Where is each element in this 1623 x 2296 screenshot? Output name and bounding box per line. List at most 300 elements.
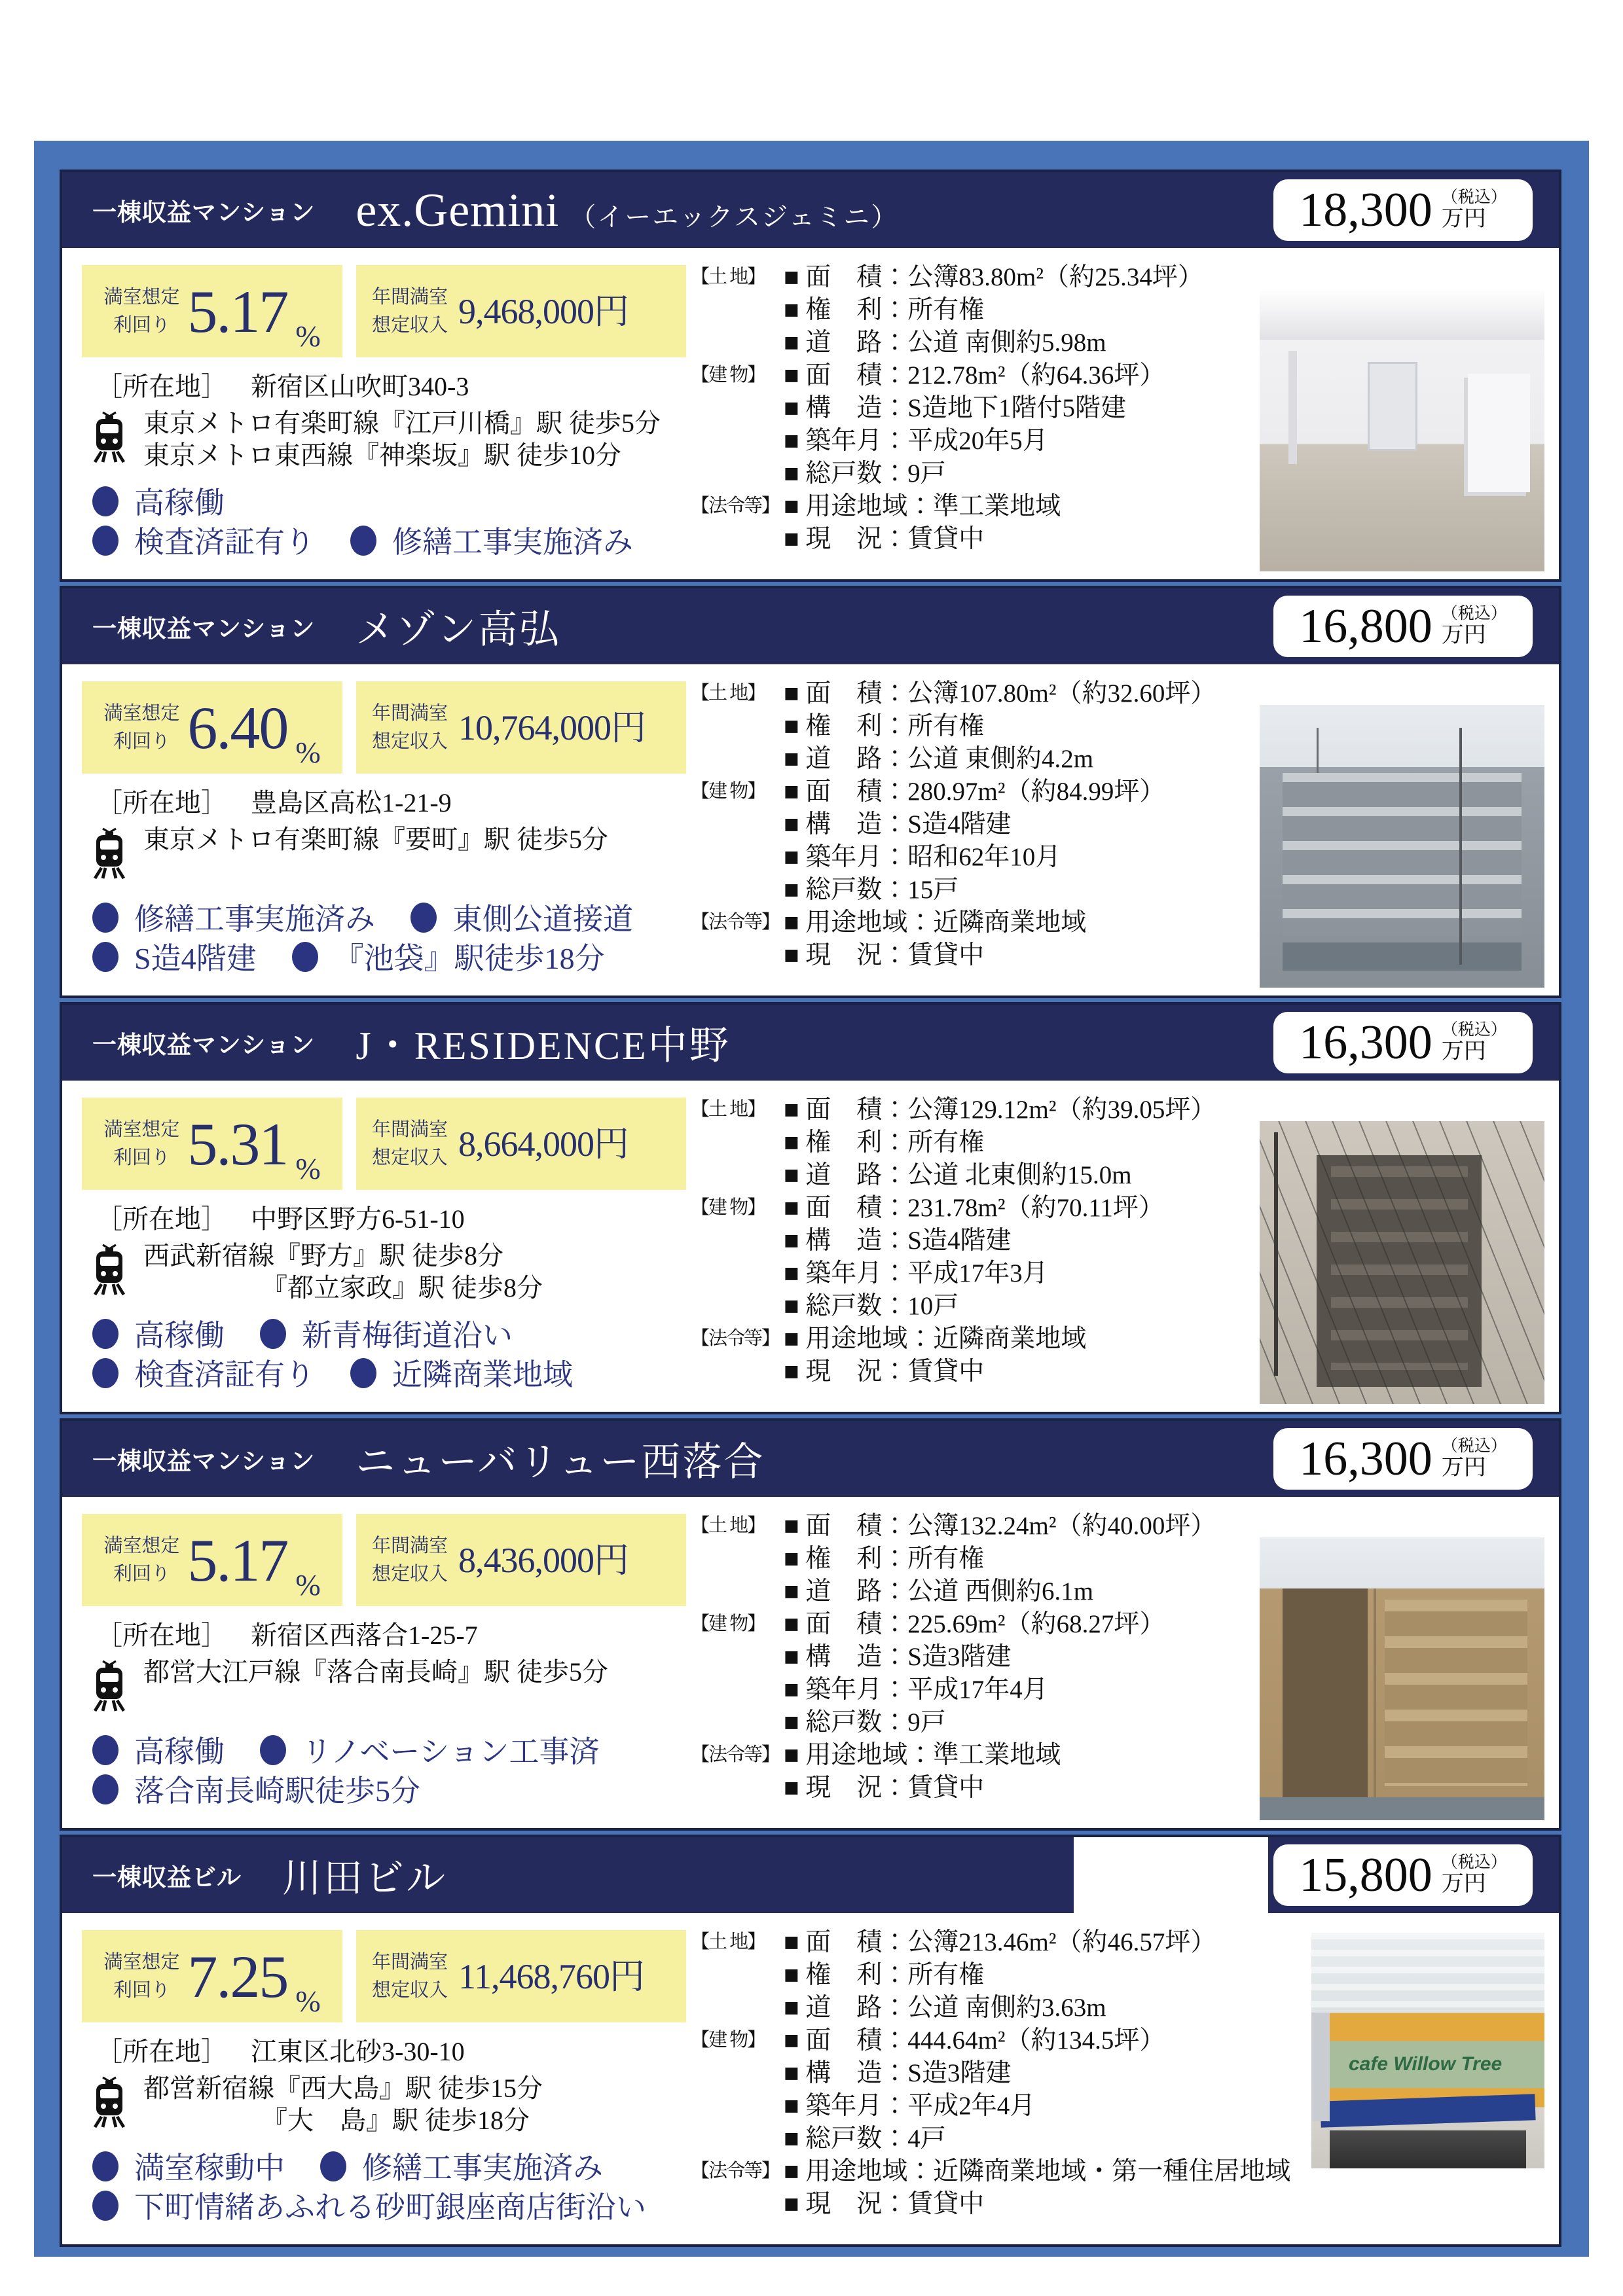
yield-label-line1: 満室想定	[103, 1535, 180, 1557]
train-icon	[91, 409, 128, 465]
yield-value: 5.31	[187, 1110, 288, 1177]
photo-signboard-text: cafe Willow Tree	[1348, 2053, 1503, 2075]
address-value: 新宿区山吹町340-3	[251, 372, 469, 401]
access-lines	[143, 408, 661, 472]
address-line	[96, 1198, 465, 1236]
feature-text: 東側公道接道	[452, 903, 633, 936]
bullet-icon	[320, 2151, 346, 2181]
income-box	[356, 1514, 686, 1606]
train-icon	[91, 825, 128, 882]
detail-row	[691, 2185, 1571, 2218]
price-unit-block	[1442, 1854, 1507, 1897]
listing-header	[62, 1837, 1559, 1913]
detail-rows	[691, 1924, 1571, 2218]
bullet-icon	[92, 1319, 119, 1349]
bullet-icon	[92, 903, 119, 933]
feature-text: 修繕工事実施済み	[392, 525, 633, 559]
yield-unit: %	[295, 319, 321, 353]
detail-section-label: 【建 物】	[691, 780, 765, 802]
address-line	[96, 782, 452, 819]
detail-row	[691, 675, 1571, 708]
feature-item	[92, 526, 315, 559]
detail-text: ■ 面 積：公簿129.12m²（約39.05坪）	[784, 1096, 1216, 1124]
access-lines	[143, 1657, 608, 1689]
price-badge	[1273, 179, 1533, 241]
income-box	[356, 265, 686, 357]
detail-text: ■ 築年月：昭和62年10月	[784, 843, 1061, 871]
feature-item	[350, 1358, 573, 1391]
bullet-icon	[260, 1735, 286, 1765]
detail-row	[691, 357, 1571, 389]
address-label: ［所在地］	[96, 788, 227, 817]
listing-body	[62, 664, 1559, 996]
detail-row	[691, 937, 1571, 969]
detail-section-label: 【法令等】	[691, 495, 780, 516]
detail-text: ■ 総戸数：9戸	[784, 1708, 946, 1736]
income-value: 10,764,000円	[458, 708, 646, 747]
price-tax-note: （税込）	[1441, 1020, 1507, 1039]
access-lines	[143, 824, 608, 856]
feature-line	[92, 939, 668, 978]
property-name	[356, 1431, 775, 1487]
listing-header	[62, 1005, 1559, 1081]
category-label: 一棟収益マンション	[92, 199, 316, 226]
income-label-line1: 年間満室	[372, 287, 448, 308]
yield-unit: %	[295, 1984, 321, 2018]
feature-text: 下町情緒あふれる砂町銀座商店街沿い	[134, 2190, 646, 2224]
property-name	[356, 598, 571, 655]
detail-text: ■ 築年月：平成17年3月	[784, 1259, 1048, 1287]
detail-row	[691, 1157, 1571, 1189]
feature-line	[92, 2149, 682, 2188]
bullet-icon	[350, 1358, 376, 1388]
yield-label-line2: 利回り	[113, 314, 170, 336]
feature-text: S造4階建	[134, 941, 257, 975]
feature-line	[92, 1772, 634, 1811]
detail-text: ■ 道 路：公道 東側約4.2m	[784, 745, 1094, 773]
listing-card	[60, 1002, 1561, 1414]
category-label: 一棟収益マンション	[92, 1031, 316, 1058]
yield-unit: %	[295, 736, 321, 769]
detail-text: ■ 権 利：所有権	[784, 296, 985, 324]
detail-text: ■ 面 積：225.69m²（約68.27坪）	[784, 1610, 1165, 1638]
detail-row	[691, 871, 1571, 904]
feature-item	[92, 486, 225, 520]
income-label-line2: 想定収入	[372, 1147, 448, 1168]
bullet-icon	[92, 486, 119, 516]
yield-label	[103, 700, 179, 755]
listing-header	[62, 1421, 1559, 1497]
feature-item	[350, 526, 633, 559]
price-tax-note: （税込）	[1441, 188, 1507, 206]
listing-header	[62, 588, 1559, 664]
feature-line	[92, 2188, 682, 2227]
detail-section-label: 【法令等】	[691, 1327, 780, 1349]
detail-row	[691, 1189, 1571, 1222]
address-label: ［所在地］	[96, 372, 227, 401]
detail-text: ■ 現 況：賃貸中	[784, 941, 985, 969]
income-label-line1: 年間満室	[372, 703, 448, 725]
address-line	[96, 1615, 478, 1652]
price-unit-block	[1442, 605, 1507, 648]
detail-row	[691, 806, 1571, 838]
detail-row	[691, 838, 1571, 871]
yield-value: 6.40	[187, 694, 288, 761]
detail-section-label: 【土 地】	[691, 1098, 765, 1120]
access-lines	[143, 1240, 543, 1304]
detail-row	[691, 1222, 1571, 1255]
address-value: 江東区北砂3-30-10	[251, 2037, 465, 2066]
detail-row	[691, 2087, 1571, 2120]
feature-text: 高稼働	[134, 1319, 225, 1352]
detail-row	[691, 1638, 1571, 1671]
address-line	[96, 2031, 465, 2068]
property-name	[282, 1847, 458, 1903]
bullet-icon	[92, 1774, 119, 1804]
detail-text: ■ 面 積：280.97m²（約84.99坪）	[784, 778, 1165, 806]
access-block	[91, 1657, 608, 1714]
access-block	[91, 2073, 543, 2137]
income-label-line1: 年間満室	[372, 1952, 448, 1973]
detail-text: ■ 面 積：公簿83.80m²（約25.34坪）	[784, 263, 1203, 291]
detail-row	[691, 389, 1571, 422]
detail-text: ■ 現 況：賃貸中	[784, 525, 985, 553]
feature-text: 検査済証有り	[134, 1357, 315, 1391]
income-value: 9,468,000円	[458, 291, 629, 331]
price-badge	[1273, 1428, 1533, 1490]
bullet-icon	[92, 1735, 119, 1765]
detail-row	[691, 455, 1571, 488]
bullet-icon	[260, 1319, 286, 1349]
income-box	[356, 1930, 686, 2022]
access-block	[91, 408, 661, 472]
detail-row	[691, 422, 1571, 455]
feature-text: 修繕工事実施済み	[362, 2151, 603, 2185]
detail-row	[691, 2120, 1571, 2153]
access-line: 東京メトロ有楽町線『江戸川橋』駅 徒歩5分	[143, 408, 661, 438]
bullet-icon	[92, 2151, 119, 2181]
listing-body	[62, 1913, 1559, 2244]
detail-row	[691, 1507, 1571, 1540]
property-name-text: メゾン高弘	[356, 608, 561, 651]
detail-text: ■ 築年月：平成2年4月	[784, 2092, 1036, 2120]
feature-text: 高稼働	[134, 486, 225, 520]
price-tax-note: （税込）	[1441, 604, 1507, 622]
detail-text: ■ 築年月：平成20年5月	[784, 427, 1048, 455]
access-line: 西武新宿線『野方』駅 徒歩8分	[143, 1241, 503, 1270]
detail-row	[691, 773, 1571, 806]
train-icon	[91, 1658, 128, 1714]
yield-value: 5.17	[187, 1526, 288, 1594]
access-line: 都営新宿線『西大島』駅 徒歩15分	[143, 2073, 543, 2103]
access-block	[91, 1240, 543, 1304]
access-line: 『都立家政』駅 徒歩8分	[143, 1272, 543, 1302]
detail-rows	[691, 1091, 1571, 1386]
detail-text: ■ 総戸数：15戸	[784, 876, 959, 904]
bullet-icon	[292, 942, 318, 972]
feature-item	[92, 2151, 285, 2185]
category-label: 一棟収益マンション	[92, 1448, 316, 1475]
feature-item	[92, 2191, 646, 2224]
price-unit-label: 万円	[1441, 206, 1486, 231]
yield-label	[103, 1948, 179, 2003]
listing-card	[60, 586, 1561, 998]
feature-lines	[92, 1316, 608, 1395]
listing-body	[62, 248, 1559, 579]
address-label: ［所在地］	[96, 1621, 227, 1650]
access-line: 東京メトロ東西線『神楽坂』駅 徒歩10分	[143, 440, 621, 470]
property-name-text: ex.Gemini	[356, 183, 560, 236]
feature-text: 検査済証有り	[134, 525, 315, 559]
bullet-icon	[350, 526, 376, 556]
detail-text: ■ 築年月：平成17年4月	[784, 1676, 1048, 1704]
feature-text: 高稼働	[134, 1735, 225, 1768]
detail-row	[691, 708, 1571, 740]
property-name-reading: （イーエックスジェミニ）	[570, 202, 899, 232]
detail-text: ■ 面 積：444.64m²（約134.5坪）	[784, 2026, 1165, 2054]
detail-text: ■ 構 造：S造4階建	[784, 1227, 1012, 1255]
detail-text: ■ 面 積：公簿132.24m²（約40.00坪）	[784, 1512, 1216, 1540]
income-label-line1: 年間満室	[372, 1535, 448, 1557]
listing-header	[62, 172, 1559, 248]
detail-text: ■ 面 積：231.78m²（約70.11坪）	[784, 1194, 1164, 1222]
detail-row	[691, 1605, 1571, 1638]
yield-label-line1: 満室想定	[103, 1119, 180, 1141]
listing-body	[62, 1081, 1559, 1412]
detail-row	[691, 1989, 1571, 2022]
yield-value: 7.25	[187, 1943, 288, 2010]
detail-section-label: 【土 地】	[691, 1931, 765, 1952]
price-value: 18,300	[1299, 183, 1432, 237]
bullet-icon	[92, 2191, 119, 2221]
address-line	[96, 366, 469, 403]
price-unit-label: 万円	[1441, 1039, 1486, 1064]
income-label	[372, 1116, 448, 1171]
feature-lines	[92, 2149, 682, 2227]
page-frame	[34, 141, 1589, 2257]
detail-text: ■ 道 路：公道 西側約6.1m	[784, 1577, 1094, 1605]
detail-row	[691, 1704, 1571, 1736]
detail-row	[691, 740, 1571, 773]
detail-row	[691, 1091, 1571, 1124]
feature-item	[292, 942, 605, 975]
bullet-icon	[92, 526, 119, 556]
detail-text: ■ 構 造：S造地下1階付5階建	[784, 394, 1126, 422]
property-name	[356, 1014, 740, 1071]
detail-row	[691, 324, 1571, 357]
detail-row	[691, 1124, 1571, 1157]
detail-section-label: 【土 地】	[691, 266, 765, 287]
detail-text: ■ 権 利：所有権	[784, 712, 985, 740]
feature-text: 近隣商業地域	[392, 1357, 573, 1391]
detail-row	[691, 488, 1571, 520]
detail-row	[691, 904, 1571, 937]
yield-box	[82, 265, 342, 357]
detail-section-label: 【建 物】	[691, 1196, 765, 1218]
feature-text: 修繕工事実施済み	[134, 903, 375, 936]
train-icon	[91, 1242, 128, 1298]
income-value: 8,436,000円	[458, 1540, 629, 1580]
address-value: 豊島区高松1-21-9	[251, 788, 452, 817]
income-label-line2: 想定収入	[372, 314, 448, 336]
address-value: 新宿区西落合1-25-7	[251, 1621, 478, 1650]
detail-text: ■ 総戸数：4戸	[784, 2125, 946, 2153]
price-value: 16,800	[1299, 600, 1432, 653]
listing-body	[62, 1497, 1559, 1828]
feature-item	[92, 1774, 420, 1808]
yield-label	[103, 283, 179, 338]
income-value: 11,468,760円	[458, 1956, 645, 1996]
feature-text: リノベーション工事済	[302, 1735, 600, 1768]
price-value: 16,300	[1299, 1432, 1432, 1486]
detail-row	[691, 1540, 1571, 1573]
price-value: 16,300	[1299, 1016, 1432, 1069]
feature-lines	[92, 900, 668, 978]
feature-item	[92, 1319, 225, 1352]
access-line: 都営大江戸線『落合南長崎』駅 徒歩5分	[143, 1657, 608, 1687]
access-lines	[143, 2073, 543, 2137]
yield-label	[103, 1116, 179, 1171]
detail-text: ■ 用途地域：準工業地域	[784, 492, 1061, 520]
detail-text: ■ 現 況：賃貸中	[784, 2190, 985, 2218]
price-unit-block	[1442, 1021, 1507, 1064]
income-label-line1: 年間満室	[372, 1119, 448, 1141]
yield-box	[82, 1098, 342, 1190]
feature-text: 満室稼動中	[134, 2151, 285, 2185]
price-unit-label: 万円	[1441, 1871, 1486, 1896]
detail-rows	[691, 675, 1571, 969]
income-label-line2: 想定収入	[372, 730, 448, 752]
detail-section-label: 【建 物】	[691, 364, 765, 386]
detail-text: ■ 現 況：賃貸中	[784, 1357, 985, 1386]
yield-value: 5.17	[187, 278, 288, 345]
property-name-text: ニューバリュー西落合	[356, 1441, 765, 1484]
price-unit-block	[1442, 188, 1507, 232]
access-line: 東京メトロ有楽町線『要町』駅 徒歩5分	[143, 825, 608, 854]
feature-line	[92, 1732, 634, 1772]
detail-section-label: 【建 物】	[691, 2029, 765, 2051]
income-label	[372, 283, 448, 338]
yield-label-line2: 利回り	[113, 730, 170, 752]
detail-text: ■ 権 利：所有権	[784, 1961, 985, 1989]
feature-item	[92, 942, 257, 975]
detail-row	[691, 1769, 1571, 1802]
property-name-text: J・RESIDENCE中野	[356, 1024, 731, 1067]
income-label-line2: 想定収入	[372, 1563, 448, 1585]
income-label	[372, 1948, 448, 2003]
category-label: 一棟収益ビル	[92, 1864, 242, 1891]
detail-text: ■ 面 積：公簿107.80m²（約32.60坪）	[784, 679, 1216, 708]
detail-section-label: 【建 物】	[691, 1613, 765, 1634]
feature-item	[260, 1735, 599, 1768]
detail-text: ■ 現 況：賃貸中	[784, 1774, 985, 1802]
detail-text: ■ 用途地域：近隣商業地域	[784, 908, 1087, 937]
yield-label-line2: 利回り	[113, 1147, 170, 1168]
feature-text: 落合南長崎駅徒歩5分	[134, 1774, 420, 1808]
detail-section-label: 【法令等】	[691, 1744, 780, 1765]
income-value: 8,664,000円	[458, 1124, 629, 1164]
feature-item	[410, 903, 633, 936]
detail-section-label: 【土 地】	[691, 1515, 765, 1536]
feature-line	[92, 1316, 608, 1355]
address-label: ［所在地］	[96, 2037, 227, 2066]
price-unit-label: 万円	[1441, 1455, 1486, 1480]
yield-label	[103, 1532, 179, 1587]
detail-row	[691, 1320, 1571, 1353]
price-tax-note: （税込）	[1441, 1853, 1507, 1871]
detail-text: ■ 総戸数：9戸	[784, 459, 946, 488]
detail-row	[691, 1573, 1571, 1605]
detail-row	[691, 1287, 1571, 1320]
detail-text: ■ 総戸数：10戸	[784, 1292, 959, 1320]
detail-text: ■ 用途地域：近隣商業地域・第一種住居地域	[784, 2157, 1291, 2185]
train-icon	[91, 2074, 128, 2130]
yield-label-line1: 満室想定	[103, 703, 180, 725]
price-tax-note: （税込）	[1441, 1437, 1507, 1455]
detail-row	[691, 1736, 1571, 1769]
yield-unit: %	[295, 1568, 321, 1602]
feature-item	[92, 1358, 315, 1391]
feature-item	[92, 903, 375, 936]
price-unit-label: 万円	[1441, 622, 1486, 647]
yield-box	[82, 1514, 342, 1606]
feature-lines	[92, 484, 668, 562]
property-name-text: 川田ビル	[282, 1857, 447, 1900]
yield-label-line2: 利回り	[113, 1979, 170, 2001]
yield-unit: %	[295, 1152, 321, 1185]
detail-row	[691, 1924, 1571, 1956]
detail-rows	[691, 1507, 1571, 1802]
bullet-icon	[410, 903, 437, 933]
yield-label-line2: 利回り	[113, 1563, 170, 1585]
feature-line	[92, 1355, 608, 1395]
detail-section-label: 【法令等】	[691, 911, 780, 933]
detail-row	[691, 520, 1571, 553]
listing-card	[60, 1835, 1561, 2247]
detail-row	[691, 259, 1571, 291]
income-label	[372, 1532, 448, 1587]
property-name	[356, 183, 898, 238]
detail-text: ■ 構 造：S造3階建	[784, 1643, 1012, 1671]
bullet-icon	[92, 942, 119, 972]
detail-rows	[691, 259, 1571, 553]
listing-card	[60, 1418, 1561, 1831]
yield-box	[82, 1930, 342, 2022]
income-label	[372, 700, 448, 755]
feature-line	[92, 900, 668, 939]
detail-section-label: 【法令等】	[691, 2160, 780, 2181]
category-label: 一棟収益マンション	[92, 615, 316, 642]
detail-text: ■ 構 造：S造4階建	[784, 810, 1012, 838]
detail-text: ■ 権 利：所有権	[784, 1128, 985, 1157]
detail-row	[691, 291, 1571, 324]
feature-item	[92, 1735, 225, 1768]
address-label: ［所在地］	[96, 1204, 227, 1234]
yield-label-line1: 満室想定	[103, 287, 180, 308]
detail-text: ■ 構 造：S造3階建	[784, 2059, 1012, 2087]
detail-text: ■ 面 積：公簿213.46m²（約46.57坪）	[784, 1928, 1216, 1956]
detail-row	[691, 2153, 1571, 2185]
price-value: 15,800	[1299, 1848, 1432, 1902]
detail-text: ■ 用途地域：近隣商業地域	[784, 1325, 1087, 1353]
detail-row	[691, 1956, 1571, 1989]
detail-text: ■ 道 路：公道 南側約3.63m	[784, 1994, 1106, 2022]
feature-text: 『池袋』駅徒歩18分	[333, 941, 605, 975]
price-badge	[1273, 596, 1533, 657]
detail-text: ■ 道 路：公道 南側約5.98m	[784, 329, 1106, 357]
feature-item	[260, 1319, 513, 1352]
price-badge	[1273, 1844, 1533, 1906]
